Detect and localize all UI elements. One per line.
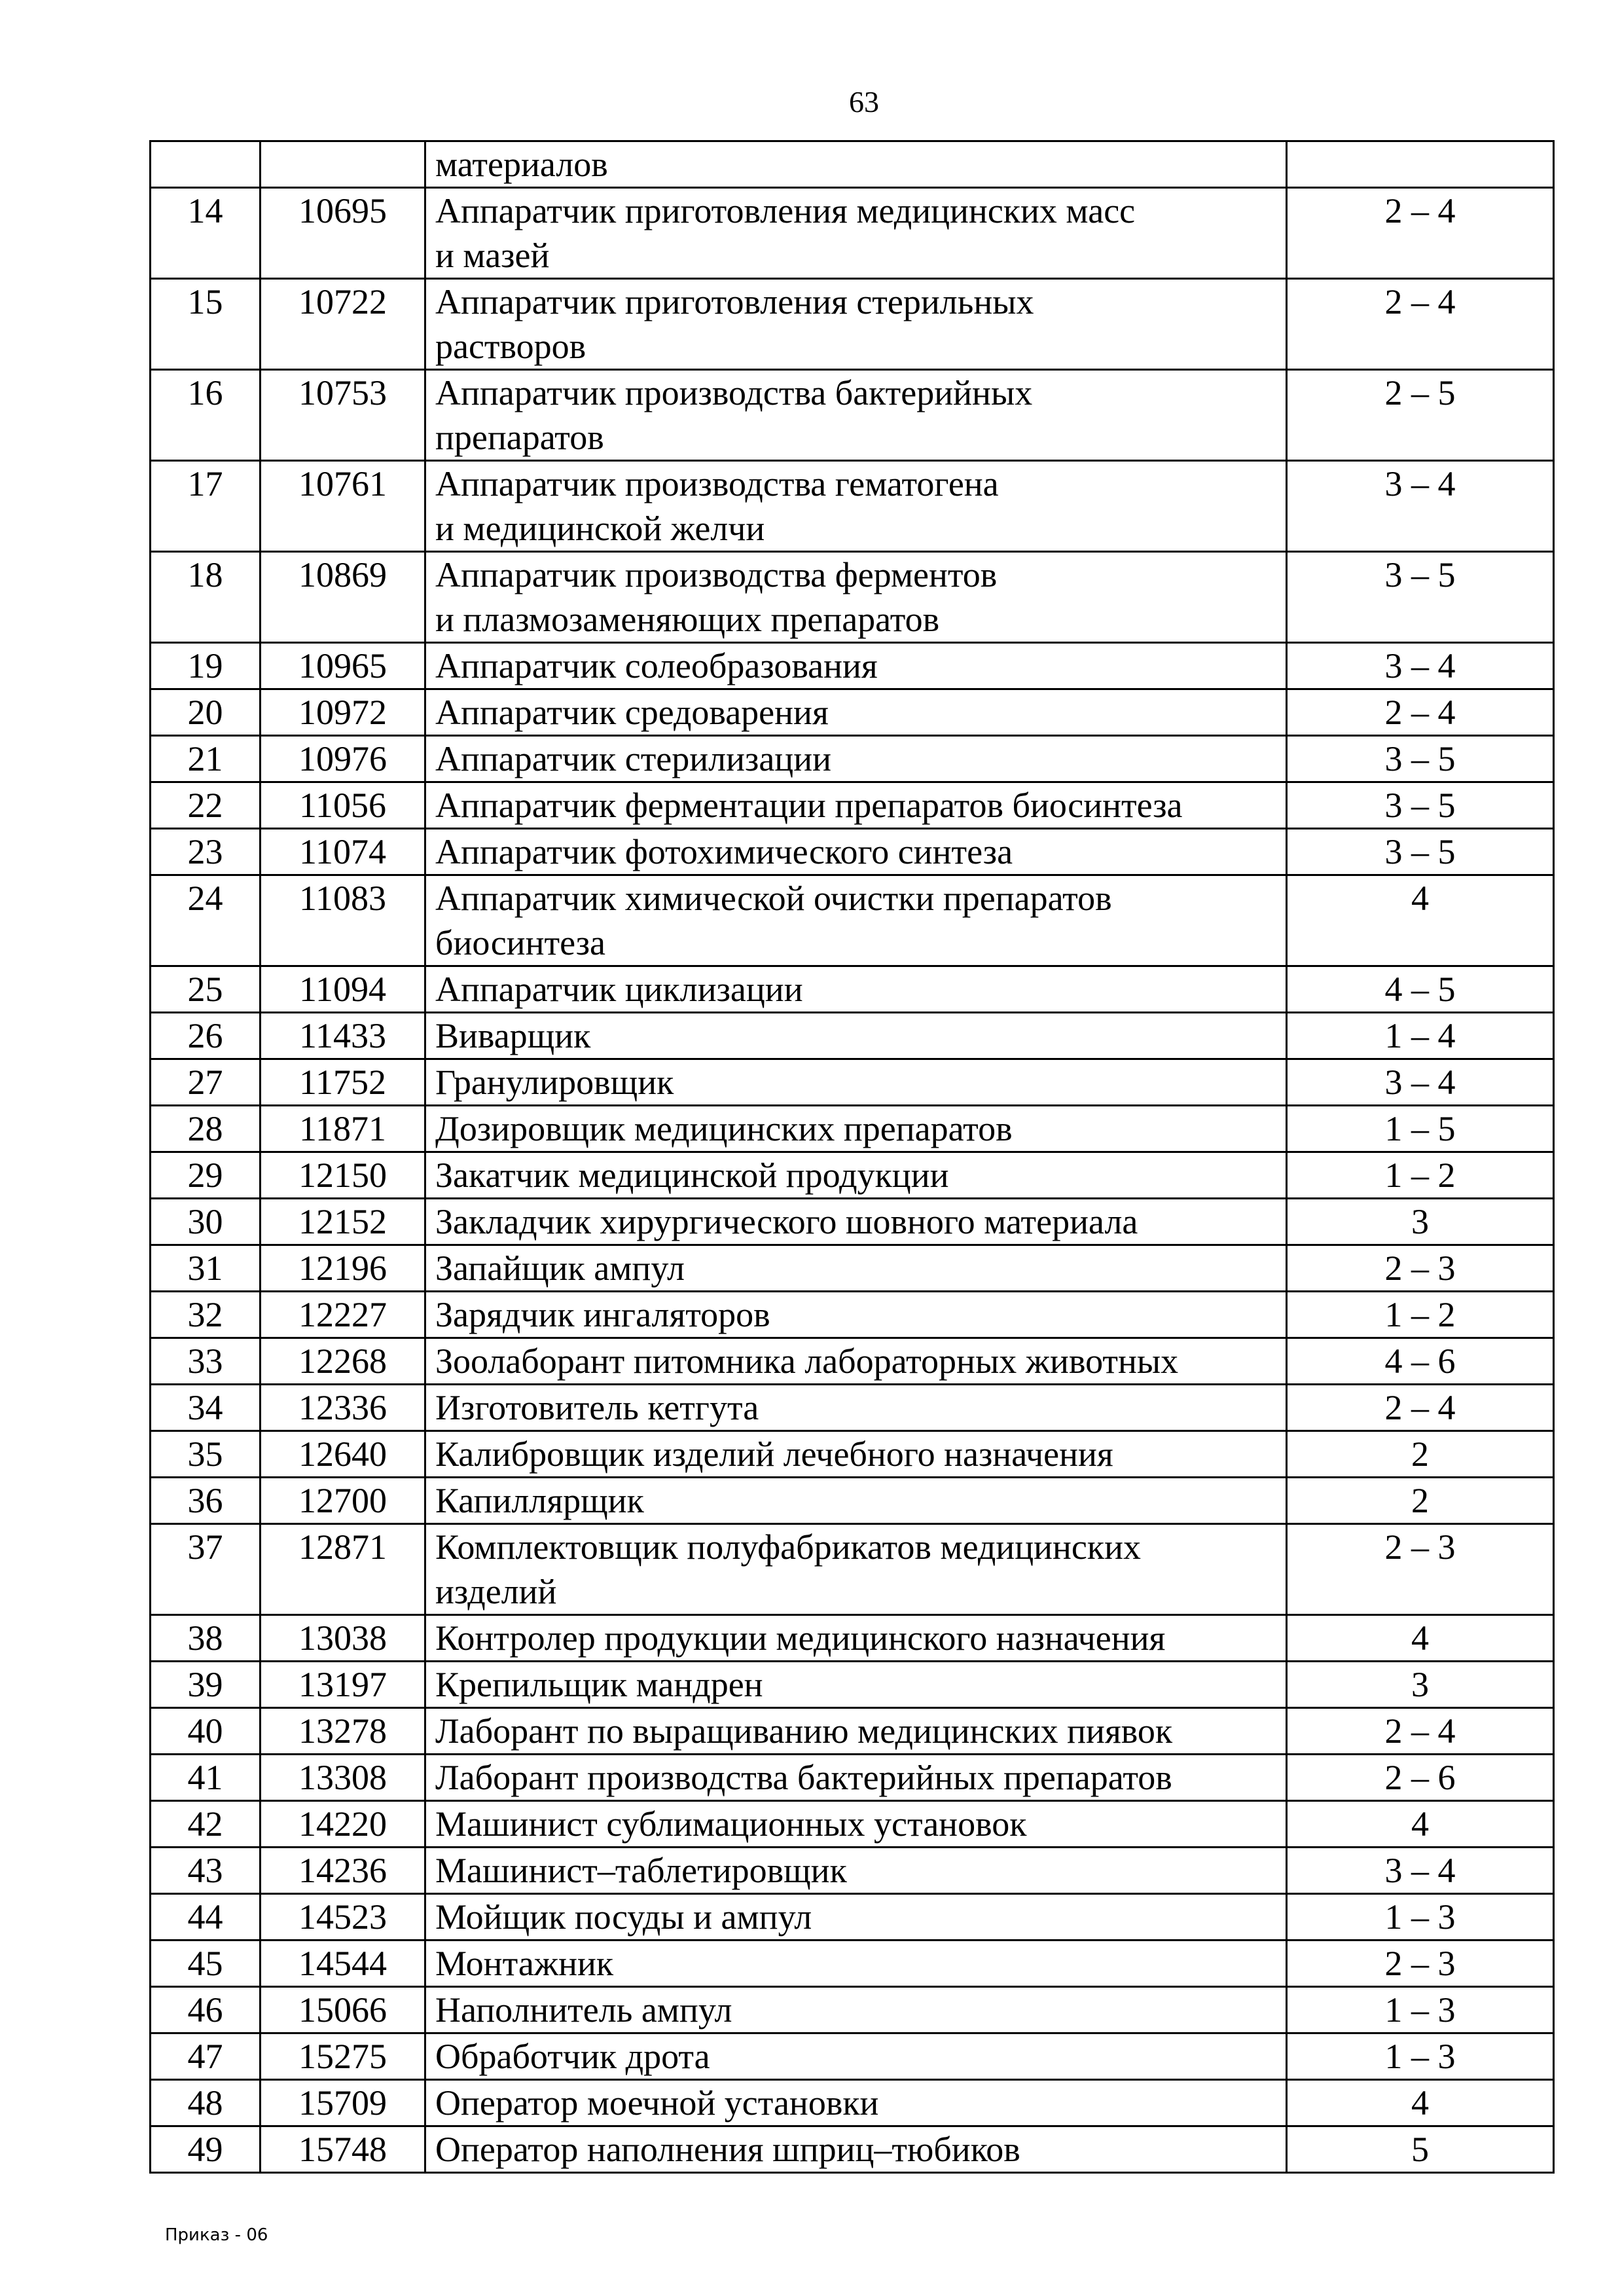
grade-cell: 2 <box>1287 1478 1554 1524</box>
code-cell: 15709 <box>261 2080 425 2126</box>
code-cell: 13308 <box>261 1755 425 1801</box>
profession-name-cell: материалов <box>425 141 1287 188</box>
row-number-cell: 14 <box>151 188 261 279</box>
profession-name-cell <box>425 461 1287 552</box>
profession-name-cell <box>425 1059 1287 1106</box>
row-number-cell: 42 <box>151 1801 261 1848</box>
profession-name-line: Лаборант по выращиванию медицинских пиявок <box>435 1711 1173 1751</box>
code-cell: 12152 <box>261 1199 425 1245</box>
table-row <box>151 1385 1554 1431</box>
profession-name-line: Дозировщик медицинских препаратов <box>435 1109 1013 1148</box>
profession-name-line: Аппаратчик солеобразования <box>435 646 878 685</box>
profession-name-cell <box>425 1478 1287 1524</box>
profession-name-cell <box>425 1338 1287 1385</box>
row-number-cell: 33 <box>151 1338 261 1385</box>
grade-cell: 3 – 5 <box>1287 552 1554 643</box>
row-number-cell: 32 <box>151 1292 261 1338</box>
code-cell: 11871 <box>261 1106 425 1152</box>
profession-table <box>149 140 1555 2174</box>
row-number-cell: 49 <box>151 2126 261 2173</box>
grade-cell: 1 – 2 <box>1287 1292 1554 1338</box>
grade-cell: 4 <box>1287 1801 1554 1848</box>
grade-cell: 2 <box>1287 1431 1554 1478</box>
code-cell: 13197 <box>261 1662 425 1708</box>
code-cell: 15748 <box>261 2126 425 2173</box>
table-row <box>151 1662 1554 1708</box>
profession-name-cell <box>425 782 1287 829</box>
profession-name-cell <box>425 736 1287 782</box>
grade-cell: 2 – 4 <box>1287 1385 1554 1431</box>
code-cell: 10753 <box>261 370 425 461</box>
grade-cell: 3 <box>1287 1199 1554 1245</box>
row-number-cell: 43 <box>151 1848 261 1894</box>
table-row <box>151 1106 1554 1152</box>
code-cell: 14544 <box>261 1941 425 1987</box>
table-row <box>151 875 1554 966</box>
profession-name-cell <box>425 1199 1287 1245</box>
grade-cell: 4 – 6 <box>1287 1338 1554 1385</box>
profession-name-line: Закатчик медицинской продукции <box>435 1156 949 1195</box>
code-cell: 12196 <box>261 1245 425 1292</box>
grade-cell: 4 <box>1287 875 1554 966</box>
profession-name-line: Закладчик хирургического шовного материала <box>435 1202 1138 1241</box>
profession-name-cell <box>425 1987 1287 2033</box>
grade-cell: 2 – 6 <box>1287 1755 1554 1801</box>
profession-name-cell <box>425 643 1287 689</box>
row-number-cell: 20 <box>151 689 261 736</box>
grade-cell: 3 – 4 <box>1287 461 1554 552</box>
profession-name-line-2: растворов <box>435 327 586 366</box>
profession-name-cell <box>425 1662 1287 1708</box>
code-cell: 11094 <box>261 966 425 1013</box>
code-cell: 11056 <box>261 782 425 829</box>
row-number-cell: 39 <box>151 1662 261 1708</box>
grade-cell: 3 – 5 <box>1287 829 1554 875</box>
table-row <box>151 2126 1554 2173</box>
code-cell: 11752 <box>261 1059 425 1106</box>
grade-cell: 1 – 5 <box>1287 1106 1554 1152</box>
profession-name-cell <box>425 552 1287 643</box>
profession-name-cell <box>425 1615 1287 1662</box>
profession-name-line: Аппаратчик средоварения <box>435 693 829 732</box>
code-cell: 12150 <box>261 1152 425 1199</box>
profession-name-line: Машинист–таблетировщик <box>435 1851 847 1890</box>
profession-name-cell <box>425 1708 1287 1755</box>
table-row <box>151 1292 1554 1338</box>
profession-name-line: Виварщик <box>435 1016 591 1055</box>
profession-name-line: Монтажник <box>435 1944 614 1983</box>
profession-name-line: Машинист сублимационных установок <box>435 1804 1027 1844</box>
profession-name-line: Аппаратчик производства бактерийных <box>435 373 1033 412</box>
code-cell <box>261 141 425 188</box>
table-row <box>151 461 1554 552</box>
grade-cell: 2 – 5 <box>1287 370 1554 461</box>
profession-name-cell <box>425 1894 1287 1941</box>
profession-name-line: Зоолаборант питомника лабораторных животных <box>435 1341 1179 1381</box>
profession-name-cell <box>425 829 1287 875</box>
profession-name-line: Аппаратчик циклизации <box>435 970 803 1009</box>
row-number-cell: 26 <box>151 1013 261 1059</box>
row-number-cell: 29 <box>151 1152 261 1199</box>
profession-name-line: Обработчик дрота <box>435 2037 710 2076</box>
footer-label: Приказ - 06 <box>165 2225 268 2245</box>
profession-name-line: Оператор наполнения шприц–тюбиков <box>435 2130 1020 2169</box>
code-cell: 10869 <box>261 552 425 643</box>
row-number-cell: 47 <box>151 2033 261 2080</box>
row-number-cell: 30 <box>151 1199 261 1245</box>
table-row <box>151 1524 1554 1615</box>
profession-name-cell <box>425 370 1287 461</box>
grade-cell: 2 – 3 <box>1287 1245 1554 1292</box>
row-number-cell: 37 <box>151 1524 261 1615</box>
row-number-cell: 17 <box>151 461 261 552</box>
code-cell: 12227 <box>261 1292 425 1338</box>
code-cell: 10972 <box>261 689 425 736</box>
profession-name-line: Комплектовщик полуфабрикатов медицинских <box>435 1527 1141 1567</box>
code-cell: 12640 <box>261 1431 425 1478</box>
table-row <box>151 1755 1554 1801</box>
grade-cell: 2 – 3 <box>1287 1524 1554 1615</box>
profession-name-line: Аппаратчик стерилизации <box>435 739 831 778</box>
row-number-cell: 16 <box>151 370 261 461</box>
profession-name-cell <box>425 2126 1287 2173</box>
profession-name-line: Запайщик ампул <box>435 1248 685 1288</box>
table-row <box>151 643 1554 689</box>
profession-name-cell <box>425 875 1287 966</box>
grade-cell: 1 – 2 <box>1287 1152 1554 1199</box>
table-row <box>151 1013 1554 1059</box>
profession-name-cell <box>425 1524 1287 1615</box>
grade-cell: 3 – 5 <box>1287 736 1554 782</box>
row-number-cell: 18 <box>151 552 261 643</box>
table-row <box>151 1245 1554 1292</box>
grade-cell: 2 – 4 <box>1287 689 1554 736</box>
grade-cell: 1 – 3 <box>1287 1987 1554 2033</box>
row-number-cell: 23 <box>151 829 261 875</box>
profession-name-cell <box>425 1431 1287 1478</box>
profession-name-line: Зарядчик ингаляторов <box>435 1295 770 1334</box>
grade-cell: 3 <box>1287 1662 1554 1708</box>
code-cell: 10722 <box>261 279 425 370</box>
code-cell: 14236 <box>261 1848 425 1894</box>
table-row <box>151 1615 1554 1662</box>
row-number-cell: 21 <box>151 736 261 782</box>
table-row <box>151 279 1554 370</box>
code-cell: 10965 <box>261 643 425 689</box>
row-number-cell: 41 <box>151 1755 261 1801</box>
code-cell: 15275 <box>261 2033 425 2080</box>
code-cell: 10761 <box>261 461 425 552</box>
profession-name-line: Изготовитель кетгута <box>435 1388 759 1427</box>
grade-cell: 4 <box>1287 2080 1554 2126</box>
code-cell: 11083 <box>261 875 425 966</box>
row-number-cell: 27 <box>151 1059 261 1106</box>
profession-name-line: Аппаратчик химической очистки препаратов <box>435 879 1112 918</box>
table-row <box>151 689 1554 736</box>
row-number-cell: 48 <box>151 2080 261 2126</box>
profession-name-line: Аппаратчик приготовления стерильных <box>435 282 1034 321</box>
profession-name-line-2: и плазмозаменяющих препаратов <box>435 600 940 639</box>
grade-cell: 3 – 4 <box>1287 1848 1554 1894</box>
row-number-cell: 36 <box>151 1478 261 1524</box>
grade-cell <box>1287 141 1554 188</box>
profession-name-line-2: и мазей <box>435 236 550 275</box>
table-row <box>151 1941 1554 1987</box>
row-number-cell: 34 <box>151 1385 261 1431</box>
table-row <box>151 188 1554 279</box>
profession-name-cell <box>425 279 1287 370</box>
table-row <box>151 552 1554 643</box>
profession-name-line: Мойщик посуды и ампул <box>435 1897 812 1937</box>
code-cell: 14523 <box>261 1894 425 1941</box>
table-row <box>151 370 1554 461</box>
table-row <box>151 1848 1554 1894</box>
row-number-cell: 19 <box>151 643 261 689</box>
profession-name-line-2: и медицинской желчи <box>435 509 765 548</box>
code-cell: 12871 <box>261 1524 425 1615</box>
profession-name-line: Лаборант производства бактерийных препаратов <box>435 1758 1172 1797</box>
profession-name-line: Контролер продукции медицинского назначения <box>435 1618 1166 1658</box>
profession-name-cell <box>425 1106 1287 1152</box>
grade-cell: 4 <box>1287 1615 1554 1662</box>
row-number-cell: 46 <box>151 1987 261 2033</box>
profession-name-cell <box>425 2033 1287 2080</box>
row-number-cell: 38 <box>151 1615 261 1662</box>
table-row <box>151 736 1554 782</box>
table-row <box>151 1894 1554 1941</box>
table-row <box>151 1478 1554 1524</box>
grade-cell: 3 – 4 <box>1287 643 1554 689</box>
code-cell: 11433 <box>261 1013 425 1059</box>
grade-cell: 2 – 4 <box>1287 1708 1554 1755</box>
grade-cell: 3 – 5 <box>1287 782 1554 829</box>
code-cell: 11074 <box>261 829 425 875</box>
profession-name-line: Гранулировщик <box>435 1063 674 1102</box>
table-row <box>151 1199 1554 1245</box>
profession-name-cell <box>425 1755 1287 1801</box>
grade-cell: 2 – 3 <box>1287 1941 1554 1987</box>
profession-name-line: Аппаратчик приготовления медицинских масс <box>435 191 1136 230</box>
row-number-cell: 45 <box>151 1941 261 1987</box>
grade-cell: 3 – 4 <box>1287 1059 1554 1106</box>
row-number-cell: 25 <box>151 966 261 1013</box>
table-row <box>151 2080 1554 2126</box>
code-cell: 12700 <box>261 1478 425 1524</box>
code-cell: 12268 <box>261 1338 425 1385</box>
table-row <box>151 1708 1554 1755</box>
table-row <box>151 1152 1554 1199</box>
page-number: 63 <box>849 85 879 118</box>
row-number-cell: 24 <box>151 875 261 966</box>
row-number-cell: 15 <box>151 279 261 370</box>
row-number-cell: 44 <box>151 1894 261 1941</box>
profession-name-cell <box>425 1941 1287 1987</box>
profession-name-line: Калибровщик изделий лечебного назначения <box>435 1434 1113 1474</box>
profession-name-cell <box>425 1245 1287 1292</box>
table-row <box>151 1059 1554 1106</box>
code-cell: 13038 <box>261 1615 425 1662</box>
row-number-cell <box>151 141 261 188</box>
continuation-row <box>151 141 1554 188</box>
code-cell: 15066 <box>261 1987 425 2033</box>
profession-name-line: Наполнитель ампул <box>435 1990 732 2030</box>
code-cell: 12336 <box>261 1385 425 1431</box>
profession-name-line: Аппаратчик производства ферментов <box>435 555 998 594</box>
profession-name-line-2: изделий <box>435 1572 557 1611</box>
profession-name-line: Оператор моечной установки <box>435 2083 879 2123</box>
profession-name-cell <box>425 1152 1287 1199</box>
code-cell: 10976 <box>261 736 425 782</box>
profession-name-cell <box>425 1385 1287 1431</box>
profession-name-line: Аппаратчик ферментации препаратов биосинтеза <box>435 786 1183 825</box>
table-row <box>151 1801 1554 1848</box>
grade-cell: 1 – 4 <box>1287 1013 1554 1059</box>
grade-cell: 1 – 3 <box>1287 2033 1554 2080</box>
code-cell: 10695 <box>261 188 425 279</box>
table-row <box>151 829 1554 875</box>
table-row <box>151 1431 1554 1478</box>
profession-name-line-2: препаратов <box>435 418 604 457</box>
profession-name-cell <box>425 188 1287 279</box>
row-number-cell: 31 <box>151 1245 261 1292</box>
code-cell: 13278 <box>261 1708 425 1755</box>
profession-name-cell <box>425 2080 1287 2126</box>
table-row <box>151 1338 1554 1385</box>
table-row <box>151 1987 1554 2033</box>
profession-name-cell <box>425 1013 1287 1059</box>
grade-cell: 1 – 3 <box>1287 1894 1554 1941</box>
table-row <box>151 966 1554 1013</box>
table-row <box>151 2033 1554 2080</box>
grade-cell: 2 – 4 <box>1287 279 1554 370</box>
code-cell: 14220 <box>261 1801 425 1848</box>
profession-name-cell <box>425 1848 1287 1894</box>
profession-name-cell <box>425 689 1287 736</box>
profession-name-line: Капиллярщик <box>435 1481 644 1520</box>
row-number-cell: 35 <box>151 1431 261 1478</box>
profession-name-cell <box>425 1292 1287 1338</box>
profession-name-line: Аппаратчик производства гематогена <box>435 464 999 503</box>
row-number-cell: 40 <box>151 1708 261 1755</box>
row-number-cell: 28 <box>151 1106 261 1152</box>
profession-name-cell <box>425 966 1287 1013</box>
profession-name-line-2: биосинтеза <box>435 923 606 962</box>
grade-cell: 5 <box>1287 2126 1554 2173</box>
profession-name-cell <box>425 1801 1287 1848</box>
profession-name-line: Аппаратчик фотохимического синтеза <box>435 832 1013 871</box>
table-row <box>151 782 1554 829</box>
row-number-cell: 22 <box>151 782 261 829</box>
grade-cell: 2 – 4 <box>1287 188 1554 279</box>
grade-cell: 4 – 5 <box>1287 966 1554 1013</box>
profession-name-line: Крепильщик мандрен <box>435 1665 763 1704</box>
